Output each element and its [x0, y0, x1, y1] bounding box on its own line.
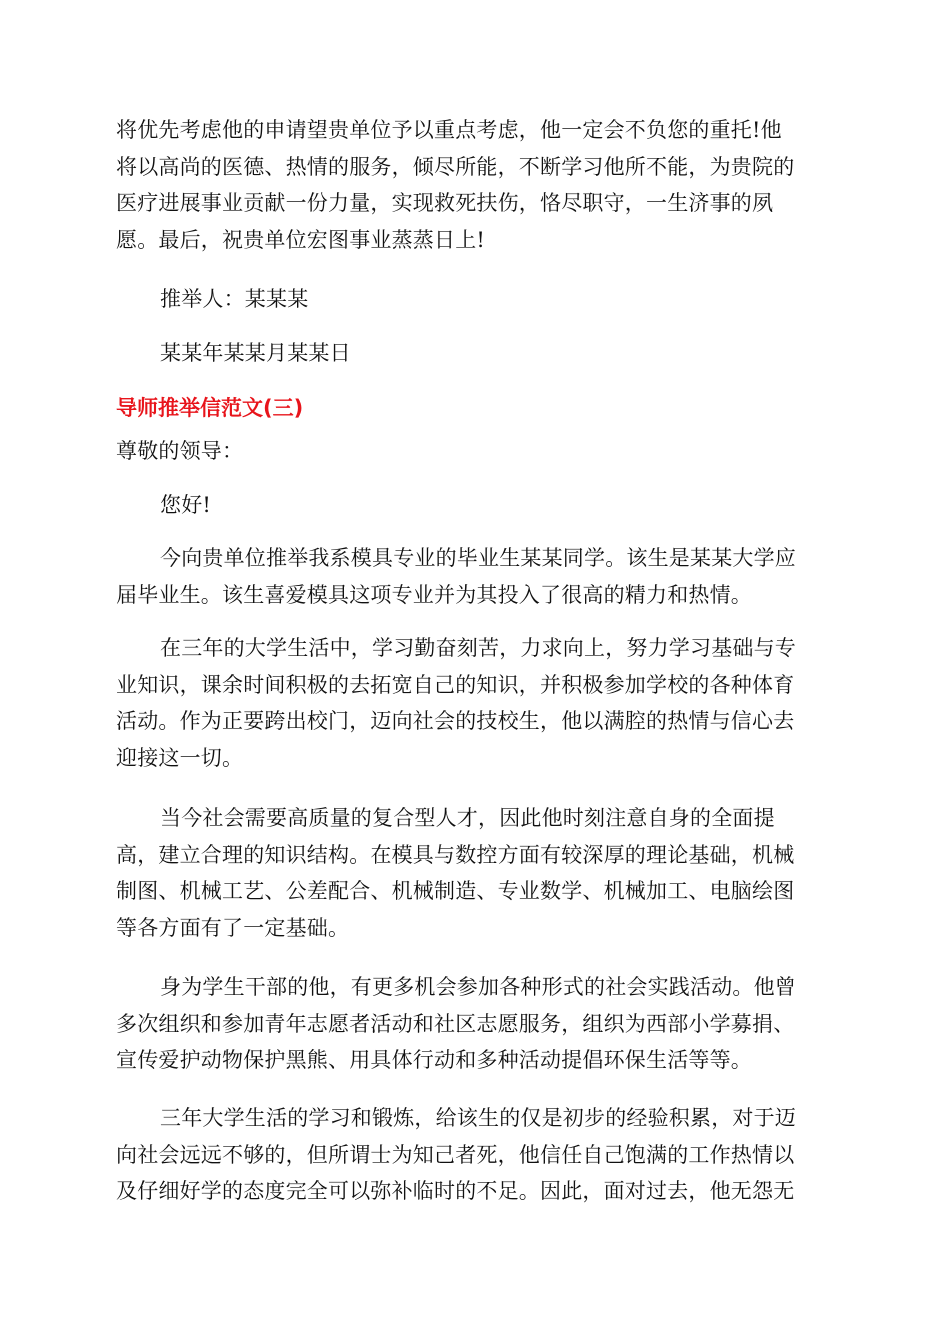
greeting-text: 您好! — [160, 493, 212, 517]
text-line: 宣传爱护动物保护黑熊、用具体行动和多种活动提倡环保生活等等。 — [116, 1048, 752, 1072]
text-line: 等各方面有了一定基础。 — [116, 915, 350, 940]
text-line: 将以高尚的医德、热情的服务，倾尽所能，不断学习他所不能，为贵院的 — [116, 154, 795, 179]
text-line: 愿。最后，祝贵单位宏图事业蒸蒸日上! — [116, 227, 486, 252]
greeting — [116, 487, 836, 524]
text-line: 三年大学生活的学习和锻炼，给该生的仅是初步的经验积累，对于迈 — [160, 1106, 796, 1130]
salutation — [116, 433, 836, 470]
text-line: 向社会远远不够的，但所谓士为知己者死，他信任自己饱满的工作热情以 — [116, 1142, 795, 1167]
paragraph-4 — [116, 969, 836, 1079]
text-line: 今向贵单位推举我系模具专业的毕业生某某同学。该生是某某大学应 — [160, 546, 796, 570]
paragraph-continued — [116, 112, 836, 258]
text-line: 制图、机械工艺、公差配合、机械制造、专业数学、机械加工、电脑绘图 — [116, 879, 795, 903]
date-text: 某某年某某月某某日 — [160, 341, 351, 365]
text-line: 届毕业生。该生喜爱模具这项专业并为其投入了很高的精力和热情。 — [116, 582, 752, 607]
text-line: 医疗进展事业贡献一份力量，实现救死扶伤，恪尽职守，一生济事的夙 — [116, 191, 774, 215]
recommender-line — [116, 281, 836, 318]
salutation-text: 尊敬的领导： — [116, 439, 244, 463]
paragraph-1 — [116, 540, 836, 613]
text-line: 多次组织和参加青年志愿者活动和社区志愿服务，组织为西部小学募捐、 — [116, 1011, 795, 1036]
text-line: 身为学生干部的他，有更多机会参加各种形式的社会实践活动。他曾 — [160, 975, 796, 999]
paragraph-3 — [116, 800, 836, 946]
section-heading: 导师推举信范文(三) — [116, 396, 304, 420]
text-line: 在三年的大学生活中，学习勤奋刻苦，力求向上，努力学习基础与专 — [160, 636, 796, 660]
text-line: 活动。作为正要跨出校门，迈向社会的技校生，他以满腔的热情与信心去 — [116, 709, 795, 733]
text-line: 业知识，课余时间积极的去拓宽自己的知识，并积极参加学校的各种体育 — [116, 672, 795, 697]
recommender-text: 推举人：某某某 — [160, 287, 309, 311]
date-line — [116, 335, 836, 372]
text-line: 高，建立合理的知识结构。在模具与数控方面有较深厚的理论基础，机械 — [116, 842, 795, 867]
paragraph-2 — [116, 630, 836, 776]
paragraph-5 — [116, 1100, 836, 1210]
text-line: 迎接这一切。 — [116, 745, 244, 770]
text-line: 将优先考虑他的申请望贵单位予以重点考虑，他一定会不负您的重托!他 — [116, 118, 782, 142]
text-line: 当今社会需要高质量的复合型人才，因此他时刻注意自身的全面提 — [160, 806, 775, 830]
text-line: 及仔细好学的态度完全可以弥补临时的不足。因此，面对过去，他无怨无 — [116, 1179, 795, 1203]
